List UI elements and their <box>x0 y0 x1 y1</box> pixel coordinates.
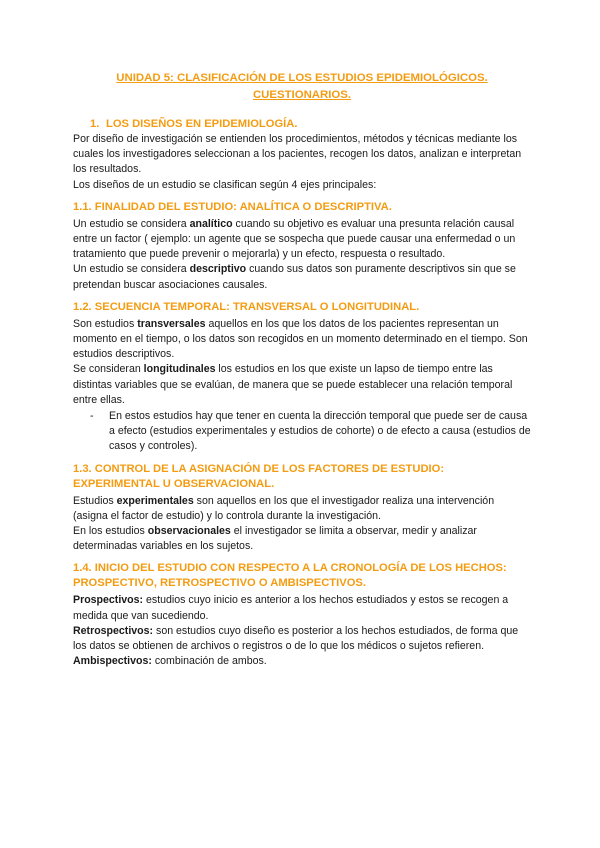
section-1-1-heading: 1.1. FINALIDAD DEL ESTUDIO: ANALÍTICA O DESCRIPTIVA. <box>73 200 392 213</box>
section-1-1-paragraph-1 <box>73 217 531 263</box>
section-1-4-heading: 1.4. INICIO DEL ESTUDIO CON RESPECTO A LA CRONOLOGÍA DE LOS HECHOS: PROSPECTIVO, RETROSPECTIVO O AMBISPECTIVOS. <box>73 562 507 590</box>
section-1-number: 1. <box>90 118 100 130</box>
section-1-2-paragraph-2 <box>73 362 531 408</box>
section-1-2-bullet <box>73 409 531 455</box>
bullet-text: En estos estudios hay que tener en cuenta la dirección temporal que puede ser de causa a efecto (estudios experimentales y estudios de cohorte) o de efecto a causa (estudios de casos y controles). <box>109 410 531 453</box>
title-line-2: CUESTIONARIOS. <box>252 88 352 101</box>
section-1-2-paragraph-1 <box>73 317 531 363</box>
section-1-3-paragraph-1 <box>73 494 531 524</box>
section-1-4-paragraph-2 <box>73 624 531 654</box>
bold-term: Prospectivos: <box>73 594 144 607</box>
text-run: aquellos en los que los datos de los pacientes representan un momento en el tiempo, o los datos son recogidos en un momento determinado en el tiempo. Son estudios descriptivos. <box>73 317 528 361</box>
bold-term: observacionales <box>147 525 231 538</box>
bold-term: experimentales <box>116 494 194 507</box>
document-page <box>73 70 531 669</box>
text-run: son aquellos en los que el investigador realiza una intervención (asigna el factor de estudio) y lo controla durante la investigación. <box>73 494 495 522</box>
bullet-dash: - <box>90 410 94 423</box>
text-run: Se consideran <box>73 363 144 376</box>
text-run: Son estudios <box>73 317 138 330</box>
text-run: Un estudio se considera <box>73 263 190 276</box>
document-title <box>73 70 531 103</box>
section-1-paragraph-1: Por diseño de investigación se entienden los procedimientos, métodos y técnicas mediante los cuales los investigadores seleccionan a los pacientes, recogen los datos, analizan e interpretan los resultados. <box>73 133 522 176</box>
bold-term: Ambispectivos: <box>73 655 152 668</box>
text-run: cuando sus datos son puramente descriptivos sin que se pretendan buscar asociaciones causales. <box>73 263 516 291</box>
section-1-heading <box>73 117 531 132</box>
section-1-3-paragraph-2 <box>73 524 531 554</box>
section-1-4-paragraph-1 <box>73 593 531 623</box>
bold-term: Retrospectivos: <box>73 624 154 637</box>
bold-term: longitudinales <box>143 363 216 376</box>
section-1-3-heading: 1.3. CONTROL DE LA ASIGNACIÓN DE LOS FACTORES DE ESTUDIO: EXPERIMENTAL U OBSERVACIONAL. <box>73 462 445 490</box>
text-run: En los estudios <box>73 525 148 538</box>
text-run: Estudios <box>73 494 117 507</box>
bold-term: descriptivo <box>189 263 247 276</box>
bold-term: transversales <box>137 317 206 330</box>
text-run: son estudios cuyo diseño es posterior a los hechos estudiados, de forma que los datos se obtienen de archivos o registros o de lo que los médicos o sujetos refieren. <box>73 624 519 653</box>
text-run: cuando su objetivo es evaluar una presunta relación causal entre un factor ( ejemplo: un agente que se sospecha que puede causar una enfermedad o un tratamiento que puede prevenir o mejorarla) y un efecto, respuesta o resultado. <box>73 217 516 261</box>
bold-term: analítico <box>189 217 233 230</box>
text-run: los estudios en los que existe un lapso de tiempo entre las distintas variables que se evalúan, de manera que se puede establecer una relación temporal entre ellas. <box>73 363 513 406</box>
text-run: el investigador se limita a observar, medir y analizar determinadas variables en los sujetos. <box>73 525 477 553</box>
section-1-heading-text: LOS DISEÑOS EN EPIDEMIOLOGÍA. <box>106 118 298 130</box>
section-1-1-paragraph-2 <box>73 262 531 292</box>
text-run: estudios cuyo inicio es anterior a los hechos estudiados y estos se recogen a medida que van sucediendo. <box>73 594 509 622</box>
section-1-4-paragraph-3 <box>73 654 531 669</box>
section-1-2-heading: 1.2. SECUENCIA TEMPORAL: TRANSVERSAL O LONGITUDINAL. <box>73 300 420 313</box>
text-run: combinación de ambos. <box>151 655 267 668</box>
text-run: Un estudio se considera <box>73 217 190 230</box>
title-line-1: UNIDAD 5: CLASIFICACIÓN DE LOS ESTUDIOS EPIDEMIOLÓGICOS. <box>116 72 488 84</box>
section-1-paragraph-2: Los diseños de un estudio se clasifican según 4 ejes principales: <box>73 178 377 191</box>
